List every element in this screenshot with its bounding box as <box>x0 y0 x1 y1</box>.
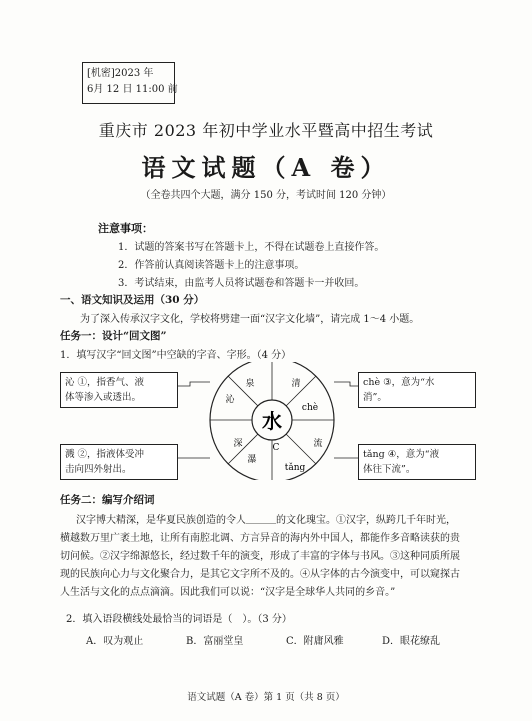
spoke <box>286 434 316 464</box>
box-top-left <box>60 372 178 408</box>
stamp-line2: 6月 12 日 11:00 前 <box>87 84 178 95</box>
section1-heading: 一、语文知识及运用（30 分） <box>60 294 205 306</box>
paragraph-line: 汉字博大精深，是华夏民族创造的令人＿＿＿的文化瑰宝。①汉字，纵跨几千年时光， <box>76 515 456 526</box>
box-top-right <box>358 372 476 408</box>
ring-label: C <box>272 443 280 453</box>
center-char: 水 <box>262 409 282 433</box>
connector <box>178 382 210 386</box>
connector <box>334 382 358 386</box>
exam-info: （全卷共四个大题，满分 150 分，考试时间 120 分钟） <box>140 190 392 201</box>
option-d: D．眼花缭乱 <box>382 636 441 647</box>
box-line: 体往下流”。 <box>363 464 416 475</box>
exam-title: 重庆市 2023 年初中学业水平暨高中招生考试 <box>98 121 434 140</box>
paragraph-line: 切问候。②汉字绵源悠长，经过数千年的演变，形成了丰富的字体与书风。③这种同质所展 <box>60 551 460 562</box>
ring-char: 沁 <box>225 395 235 405</box>
option-c: C．附庸风雅 <box>286 636 344 647</box>
paragraph-line: 横越数万里广袤土地，让所有南腔北调、方言异音的海内外中国人，都能作多音略读获的贵 <box>60 533 460 544</box>
box-bottom-left <box>60 444 178 480</box>
box-line: 消”。 <box>363 392 387 403</box>
option-a: A．叹为观止 <box>86 636 144 647</box>
task1-heading: 任务一：设计“回文图” <box>60 330 167 342</box>
ring-char: 清 <box>291 379 301 389</box>
box-line: chè ③，意为“水 <box>363 377 435 388</box>
box-bottom-right <box>358 444 476 480</box>
page-footer: 语文试题（A 卷）第 1 页（共 8 页） <box>187 692 345 703</box>
section1-intro: 为了深入传承汉字文化，学校将劈建一面“汉字文化墙”，请完成 1～4 小题。 <box>80 314 420 325</box>
ring-label: chè <box>301 403 319 413</box>
box-line: 沁 ①，指香气、液 <box>65 377 145 388</box>
box-line: tǎng ④，意为“液 <box>363 449 440 460</box>
box-line: 体等渗入或透出。 <box>65 392 142 403</box>
box-line: 击向四外射出。 <box>65 464 132 475</box>
option-b: B．富丽堂皇 <box>186 636 244 647</box>
note-item: 2．作答前认真阅读答题卡上的注意事项。 <box>118 260 305 271</box>
ring-char: 瀑 <box>247 455 257 465</box>
paragraph-line: 人生活与文化的点点滴滴。因此我们可以说：“汉字是全球华人共同的乡音。” <box>60 587 396 598</box>
ring-label: tǎng <box>284 463 306 473</box>
box-line: 溅 ②，指液体受冲 <box>65 449 145 460</box>
ring-char: 深 <box>233 439 243 449</box>
ring-char: 泉 <box>245 379 255 389</box>
task2-heading: 任务二：编写介绍词 <box>60 494 155 506</box>
notes-heading: 注意事项： <box>98 222 153 235</box>
note-item: 3．考试结束，由监考人员将试题卷和答题卡一并收回。 <box>118 278 365 289</box>
question1: 1．填写汉字“回文图”中空缺的字音、字形。（4 分） <box>60 350 292 361</box>
confidential-stamp <box>82 62 178 104</box>
paragraph-line: 现的民族向心力与文化聚合力，是其它文字所不及的。④从字体的古今演变中，可以窥探古 <box>60 569 460 580</box>
question2: 2．填入语段横线处最恰当的词语是（ ）。（3 分） <box>66 614 292 625</box>
note-item: 1．试题的答案书写在答题卡上，不得在试题卷上直接作答。 <box>118 242 385 253</box>
paper-title: 语文试题（A 卷） <box>141 153 391 182</box>
ring-char: 流 <box>313 439 323 449</box>
stamp-line1: [机密]2023 年 <box>87 68 154 79</box>
